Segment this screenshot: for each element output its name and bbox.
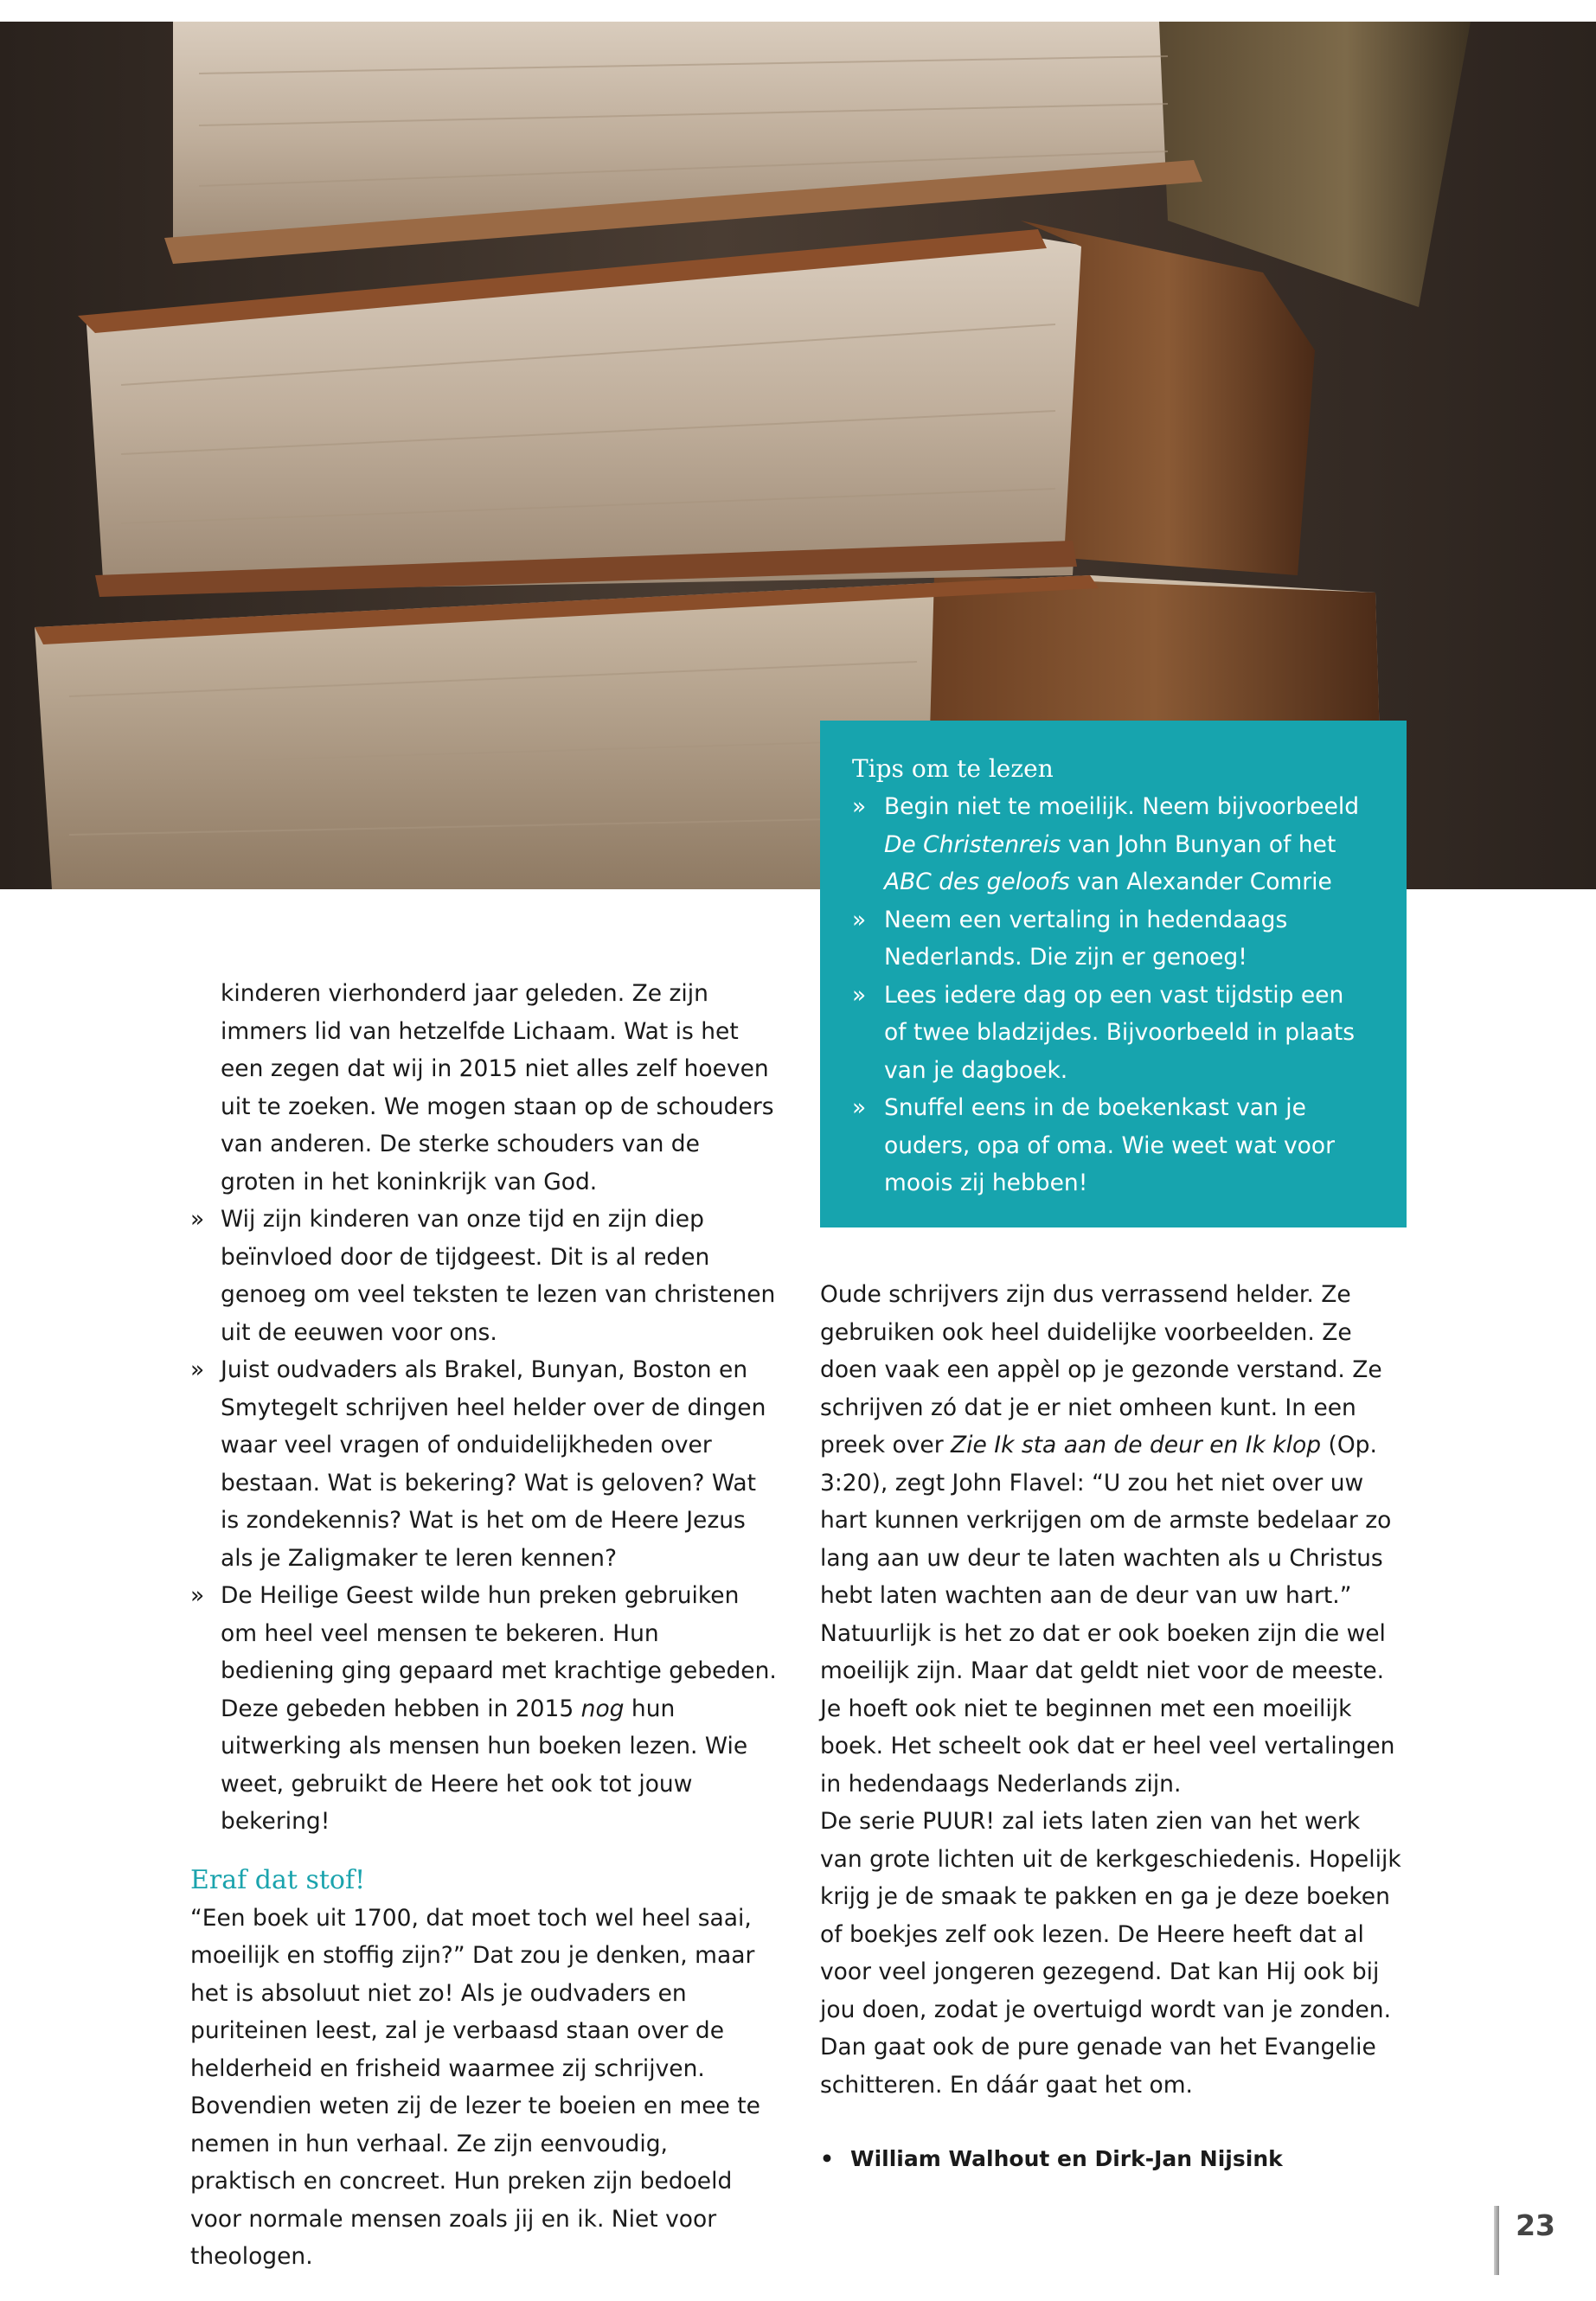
tip-item: » Snuffel eens in de boekenkast van je ouders, opa of oma. Wie weet wat voor moois zij hebben! — [852, 1089, 1372, 1202]
emphasis-text: nog — [580, 1695, 625, 1722]
list-item: » Wij zijn kinderen van onze tijd en zijn diep beïnvloed door de tijdgeest. Dit is al reden genoeg om veel teksten te lezen van christenen uit de eeuwen voor ons. — [190, 1201, 779, 1351]
section-paragraph: “Een boek uit 1700, dat moet toch wel heel saai, moeilijk en stoffig zijn?” Dat zou je denken, maar het is absoluut niet zo! Als je oudvaders en puriteinen leest, zal je verbaasd staan over de helderheid en frisheid waarmee zij schrijven. Bovendien weten zij de lezer te boeien en mee te nemen in hun verhaal. Ze zijn eenvoudig, praktisch en concreet. Hun preken zijn bedoeld voor normale mensen zoals jij en ik. Niet voor theologen. — [190, 1904, 760, 2270]
list-item: » Juist oudvaders als Brakel, Bunyan, Boston en Smytegelt schrijven heel helder over de dingen waar veel vragen of onduidelijkheden over bestaan. Wat is bekering? Wat is geloven? Wat is zondekennis? Wat is het om de Heere Jezus als je Zaligmaker te leren kennen? — [190, 1351, 779, 1577]
list-text: hun uitwerking als mensen hun boeken lezen. Wie weet, gebruikt de Heere het ook tot jouw bekering! — [221, 1695, 748, 1835]
bullet-dot: • — [820, 2146, 834, 2171]
tip-text: Begin niet te moeilijk. Neem bijvoorbeeld — [884, 793, 1360, 820]
tip-item: » Neem een vertaling in hedendaags Nederlands. Die zijn er genoeg! — [852, 901, 1372, 977]
reasons-list — [190, 1201, 779, 1841]
intro-continuation: kinderen vierhonderd jaar geleden. Ze zijn immers lid van hetzelfde Lichaam. Wat is het een zegen dat wij in 2015 niet alles zelf hoeven uit te zoeken. We mogen staan op de schouders van anderen. De sterke schouders van de groten in het koninkrijk van God. — [221, 980, 774, 1195]
book-title: De Christenreis — [884, 830, 1061, 858]
paragraph — [820, 1276, 1408, 1615]
page-number-rule — [1494, 2206, 1499, 2275]
list-item — [190, 1577, 779, 1841]
tips-title: Tips om te lezen — [852, 754, 1054, 783]
paragraph-text: (Op. 3:20), zegt John Flavel: “U zou het niet over uw hart kunnen verkrijgen om de armste bedelaar zo lang aan uw deur te laten wachten als u Christus hebt laten wachten aan de deur van uw hart.” — [820, 1432, 1392, 1609]
tips-box — [820, 721, 1407, 1227]
tip-item: » Lees iedere dag op een vast tijdstip een of twee bladzijdes. Bijvoorbeeld in plaats van je dagboek. — [852, 977, 1372, 1090]
paragraph-text: Oude schrijvers zijn dus verrassend helder. Ze gebruiken ook heel duidelijke voorbeelden. Ze doen vaak een appèl op je gezonde verstand. Ze schrijven zó dat je er niet omheen kunt. In een preek over — [820, 1281, 1382, 1458]
right-column — [820, 1276, 1408, 2178]
paragraph: Natuurlijk is het zo dat er ook boeken zijn die wel moeilijk zijn. Maar dat geldt niet voor de meeste. Je hoeft ook niet te beginnen met een moeilijk boek. Het scheelt ook dat er heel veel vertalingen in hedendaags Nederlands zijn. — [820, 1619, 1395, 1798]
tip-text: van John Bunyan of het — [1061, 830, 1336, 858]
tip-item — [852, 788, 1372, 901]
book-title: ABC des geloofs — [884, 868, 1070, 895]
sermon-title: Zie Ik sta aan de deur en Ik klop — [951, 1432, 1322, 1458]
section-heading: Eraf dat stof! — [190, 1864, 366, 1895]
page-number: 23 — [1516, 2208, 1555, 2242]
author-credit — [820, 2140, 1408, 2178]
paragraph: De serie PUUR! zal iets laten zien van het werk van grote lichten uit de kerkgeschiedenis. Hopelijk krijg je de smaak te pakken en ga je deze boeken of boekjes zelf ook lezen. De Heere heeft dat al voor veel jongeren gezegend. Dat kan Hij ook bij jou doen, zodat je overtuigd wordt van je zonden. Dan gaat ook de pure genade van het Evangelie schitteren. En dáár gaat het om. — [820, 1808, 1401, 2099]
list-text: De Heilige Geest wilde hun preken gebruiken om heel veel mensen te bekeren. Hun bediening ging gepaard met krachtige gebeden. Deze gebeden hebben in 2015 — [221, 1582, 777, 1722]
author-names: William Walhout en Dirk-Jan Nijsink — [850, 2146, 1283, 2171]
tip-text: van Alexander Comrie — [1069, 868, 1332, 895]
left-column — [190, 975, 779, 2276]
tips-list — [852, 788, 1372, 1202]
